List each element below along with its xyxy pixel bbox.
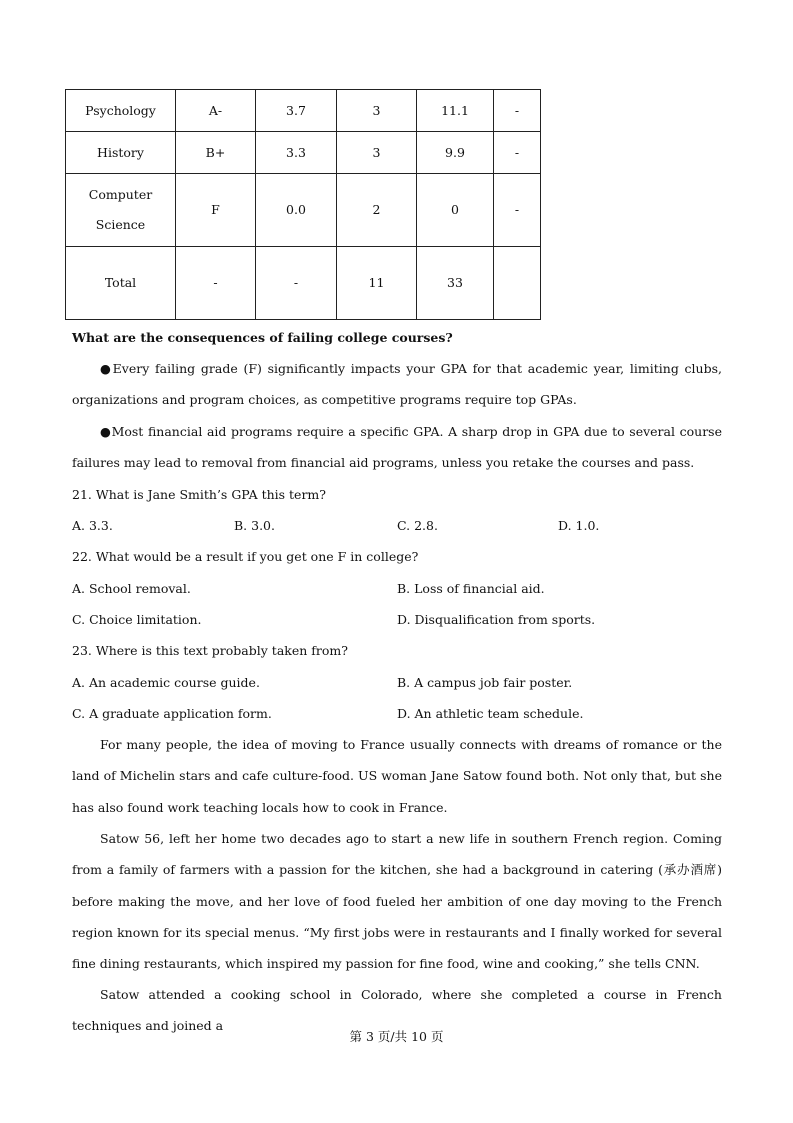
table-row bbox=[66, 90, 541, 132]
credits-cell: 3 bbox=[337, 132, 417, 174]
note-cell: - bbox=[494, 90, 541, 132]
question-stem: 23. Where is this text probably taken from? bbox=[72, 643, 348, 658]
passage-paragraph: Satow 56, left her home two decades ago to start a new life in southern French region. Coming from a family of farmers with a passion for the kitchen, she had a background in catering (承办酒席) before making the move, and her love of food fueled her ambition of one day moving to the French region known for its special menus. “My first jobs were in restaurants and I finally worked for several fine dining restaurants, which inspired my passion for fine food, wine and cooking,” she tells CNN. bbox=[72, 831, 722, 972]
points-cell: 3.7 bbox=[256, 90, 337, 132]
table-row bbox=[66, 247, 541, 320]
note-cell: - bbox=[494, 132, 541, 174]
passage-paragraph: For many people, the idea of moving to France usually connects with dreams of romance or the land of Michelin stars and cafe culture-food. US woman Jane Satow found both. Not only that, but she has also found work teaching locals how to cook in France. bbox=[72, 737, 722, 815]
answer-option: C. A graduate application form. bbox=[72, 706, 272, 721]
credits-cell: 2 bbox=[337, 174, 417, 247]
page-footer: 第 3 页/共 10 页 bbox=[349, 1029, 444, 1044]
note-cell: - bbox=[494, 174, 541, 247]
course-cell: History bbox=[66, 132, 176, 174]
question-stem: 22. What would be a result if you get one F in college? bbox=[72, 549, 419, 564]
passage-paragraph: Satow attended a cooking school in Colorado, where she completed a course in French techniques and joined a bbox=[72, 987, 722, 1034]
points-cell: 3.3 bbox=[256, 132, 337, 174]
answer-option: A. 3.3. bbox=[72, 518, 113, 533]
credits-cell: 11 bbox=[337, 247, 417, 320]
table-row bbox=[66, 174, 541, 247]
quality-cell: 0 bbox=[417, 174, 494, 247]
points-cell: - bbox=[256, 247, 337, 320]
grade-table bbox=[65, 89, 541, 320]
answer-option: A. An academic course guide. bbox=[72, 675, 260, 690]
quality-cell: 9.9 bbox=[417, 132, 494, 174]
note-cell bbox=[494, 247, 541, 320]
course-line: Science bbox=[95, 217, 146, 232]
quality-cell: 11.1 bbox=[417, 90, 494, 132]
table-row bbox=[66, 132, 541, 174]
question-stem: 21. What is Jane Smith’s GPA this term? bbox=[72, 487, 326, 502]
course-cell: Psychology bbox=[66, 90, 176, 132]
answer-option: B. A campus job fair poster. bbox=[397, 675, 573, 690]
points-cell: 0.0 bbox=[256, 174, 337, 247]
answer-option: B. Loss of financial aid. bbox=[397, 581, 545, 596]
grade-cell: A- bbox=[176, 90, 256, 132]
course-line: Computer bbox=[88, 187, 153, 202]
answer-option: B. 3.0. bbox=[234, 518, 275, 533]
credits-cell: 3 bbox=[337, 90, 417, 132]
answer-option: D. Disqualification from sports. bbox=[397, 612, 596, 627]
answer-option: A. School removal. bbox=[72, 581, 191, 596]
course-cell bbox=[66, 174, 176, 247]
grade-cell: B+ bbox=[176, 132, 256, 174]
quality-cell: 33 bbox=[417, 247, 494, 320]
answer-option: D. 1.0. bbox=[558, 518, 600, 533]
course-cell: Total bbox=[66, 247, 176, 320]
answer-option: C. Choice limitation. bbox=[72, 612, 202, 627]
bullet-paragraph: ●Most financial aid programs require a specific GPA. A sharp drop in GPA due to several course failures may lead to removal from financial aid programs, unless you retake the courses and pass. bbox=[72, 424, 722, 471]
answer-option: C. 2.8. bbox=[397, 518, 438, 533]
grade-cell: - bbox=[176, 247, 256, 320]
answer-option: D. An athletic team schedule. bbox=[397, 706, 584, 721]
grade-cell: F bbox=[176, 174, 256, 247]
section-heading: What are the consequences of failing college courses? bbox=[72, 330, 453, 345]
bullet-paragraph: ●Every failing grade (F) significantly impacts your GPA for that academic year, limiting clubs, organizations and program choices, as competitive programs require top GPAs. bbox=[72, 361, 722, 408]
